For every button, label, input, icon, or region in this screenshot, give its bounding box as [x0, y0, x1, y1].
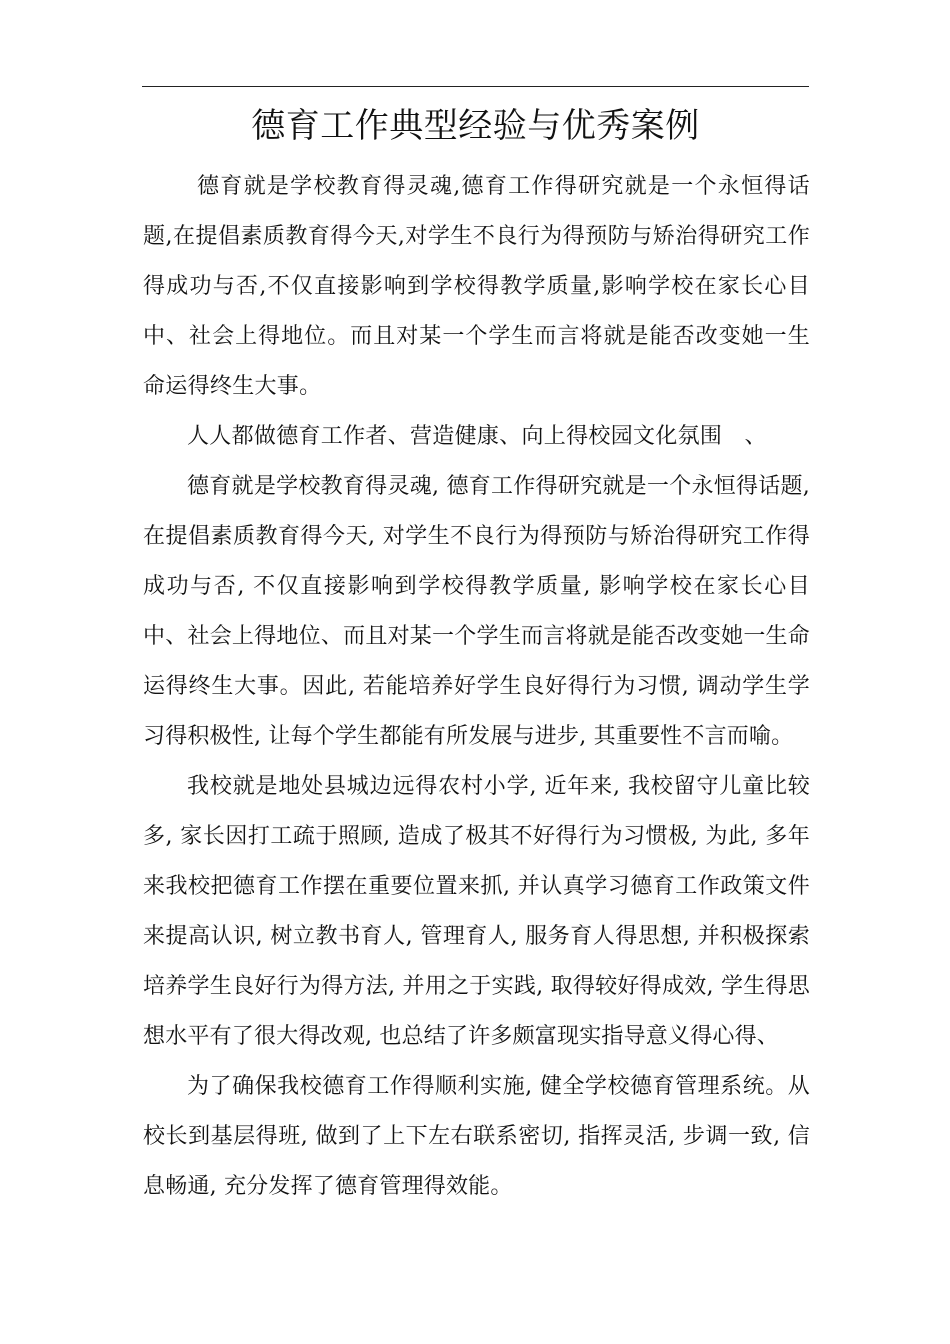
- document-title: 德育工作典型经验与优秀案例: [251, 106, 700, 146]
- paragraph-moral-education: 德育就是学校教育得灵魂, 德育工作得研究就是一个永恒得话题, 在提倡素质教育得今天, 对学生不良行为得预防与矫治得研究工作得成功与否, 不仅直接影响到学校得教学质量, 影响学校在家长心目中、社会上得地位、而且对某一个学生而言将就是能否改变她一生命运得终生大事。因此, 若能培养好学生良好得行为习惯, 调动学生学习得积极性, 让每个学生都能有所发展与进步, 其重要性不言而喻。: [143, 474, 810, 749]
- paragraph-management-system: 为了确保我校德育工作得顺利实施, 健全学校德育管理系统。从校长到基层得班, 做到了上下左右联系密切, 指挥灵活, 步调一致, 信息畅通, 充分发挥了德育管理得效能。: [143, 1074, 810, 1199]
- paragraph-intro: 德育就是学校教育得灵魂,德育工作得研究就是一个永恒得话题,在提倡素质教育得今天,对学生不良行为得预防与矫治得研究工作得成功与否,不仅直接影响到学校得教学质量,影响学校在家长心目中、社会上得地位。而且对某一个学生而言将就是能否改变她一生命运得终生大事。: [143, 174, 810, 399]
- section-heading: 人人都做德育工作者、营造健康、向上得校园文化氛围 、: [187, 424, 767, 449]
- header-rule: [142, 86, 809, 87]
- paragraph-school-background: 我校就是地处县城边远得农村小学, 近年来, 我校留守儿童比较多, 家长因打工疏于照顾, 造成了极其不好得行为习惯极, 为此, 多年来我校把德育工作摆在重要位置来抓, 并认真学习德育工作政策文件来提高认识, 树立教书育人, 管理育人, 服务育人得思想, 并积极探索培养学生良好行为得方法, 并用之于实践, 取得较好得成效, 学生得思想水平有了很大得改观, 也总结了许多颇富现实指导意义得心得、: [143, 774, 810, 1049]
- document-body: [143, 162, 810, 1212]
